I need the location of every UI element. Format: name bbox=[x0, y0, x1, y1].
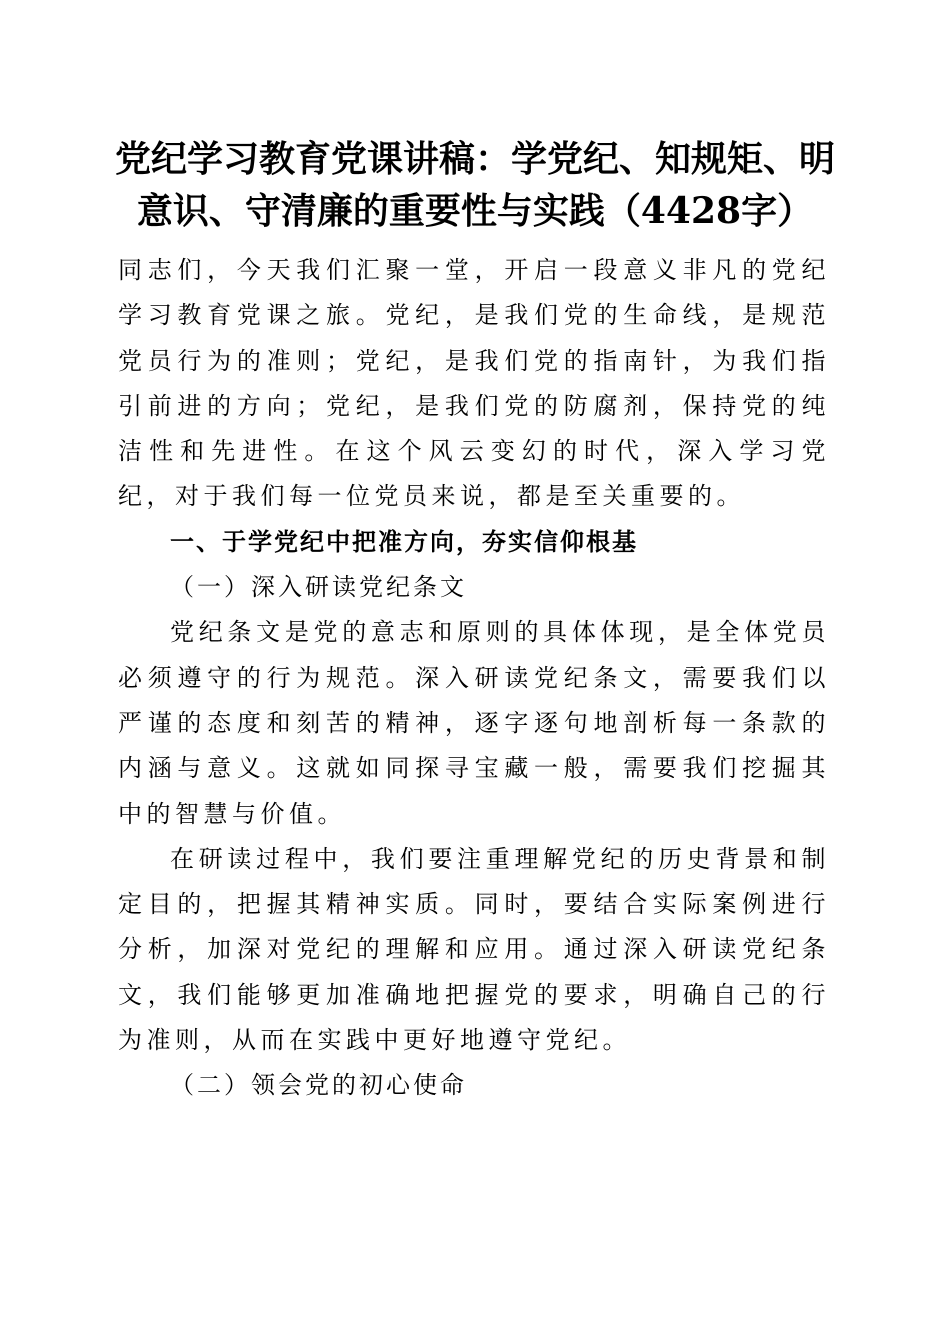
document-title bbox=[100, 133, 850, 237]
body-paragraph-2: 在研读过程中，我们要注重理解党纪的历史背景和制定目的，把握其精神实质。同时，要结合实际案例进行分析，加深对党纪的理解和应用。通过深入研读党纪条文，我们能够更加准确地把握党的要求，明确自己的行为准则，从而在实践中更好地遵守党纪。 bbox=[118, 844, 830, 1055]
intro-paragraph: 同志们，今天我们汇聚一堂，开启一段意义非凡的党纪学习教育党课之旅。党纪，是我们党的生命线，是规范党员行为的准则；党纪，是我们党的指南针，为我们指引前进的方向；党纪，是我们党的防腐剂，保持党的纯洁性和先进性。在这个风云变幻的时代，深入学习党纪，对于我们每一位党员来说，都是至关重要的。 bbox=[118, 256, 830, 511]
title-line-1: 党纪学习教育党课讲稿：学党纪、知规矩、明 bbox=[114, 138, 835, 180]
document-body bbox=[118, 248, 830, 1109]
subsection-heading-1: （一）深入研读党纪条文 bbox=[170, 573, 467, 602]
subsection-heading-2: （二）领会党的初心使命 bbox=[170, 1071, 467, 1100]
title-line-2: 意识、守清廉的重要性与实践（4428字） bbox=[136, 190, 814, 232]
section-heading-1: 一、于学党纪中把准方向，夯实信仰根基 bbox=[170, 527, 638, 556]
body-paragraph-1: 党纪条文是党的意志和原则的具体体现，是全体党员必须遵守的行为规范。深入研读党纪条文，需要我们以严谨的态度和刻苦的精神，逐字逐句地剖析每一条款的内涵与意义。这就如同探寻宝藏一般，需要我们挖掘其中的智慧与价值。 bbox=[118, 618, 830, 828]
